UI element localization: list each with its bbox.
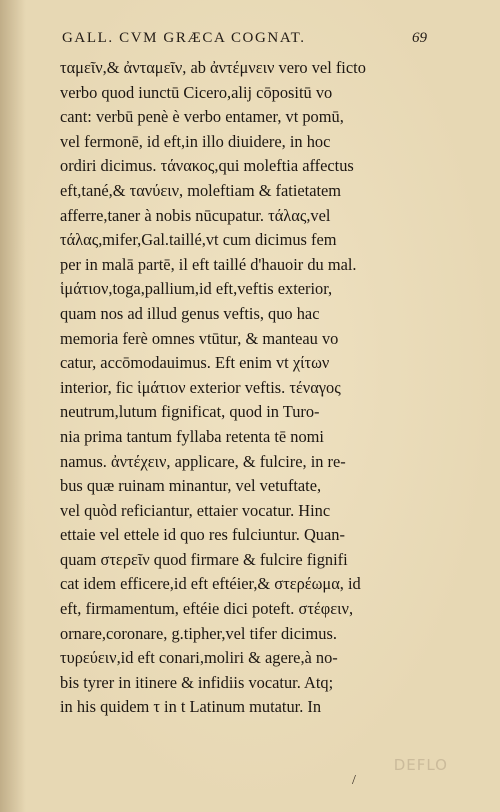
text-line: ταμεῖν,& ἀνταμεῖν, ab ἀντέμνειν vero vel ficto	[60, 58, 366, 77]
text-line: neutrum,lutum fignificat, quod in Turo-	[60, 402, 320, 422]
text-line: vel quòd reficiantur, ettaier vocatur. Hinc	[60, 500, 331, 520]
text-line: quam nos ad illud genus veftis, quo hac	[60, 303, 320, 323]
text-line: per in malā partē, il eft taillé d'hauoir du mal.	[60, 254, 357, 274]
gutter-shadow	[0, 0, 26, 812]
text-line: τυρεύειν,id eft conari,moliri & agere,à no-	[60, 648, 338, 668]
text-line: afferre,taner à nobis nūcupatur. τάλας,vel	[60, 205, 331, 225]
text-line: quam στερεῖν quod firmare & fulcire fignifi	[60, 549, 348, 569]
text-line: ettaie vel ettele id quo res fulciuntur. Quan-	[60, 525, 345, 545]
body-text	[60, 56, 412, 720]
catchword-mark: /	[352, 773, 356, 788]
text-line: catur, accōmodauimus. Eft enim vt χίτων	[60, 353, 330, 373]
text-line: bus quæ ruinam minantur, vel vetuftate,	[60, 476, 322, 496]
bleed-through-text: DEFLO	[393, 756, 448, 774]
text-line: in his quidem τ in t Latinum mutatur. In	[60, 697, 322, 717]
text-line: cat idem efficere,id eft eftéier,& στερέωμα, id	[60, 574, 361, 594]
text-line: cant: verbū penè è verbo entamer, vt pomū,	[60, 107, 344, 127]
text-line: verbo quod iunctū Cicero,alij cōpositū vo	[60, 82, 333, 102]
text-line: ornare,coronare, g.tipher,vel tifer dicimus.	[60, 623, 337, 643]
running-header: GALL. CVM GRÆCA COGNAT.	[62, 30, 306, 46]
text-line: namus. ἀντέχειν, applicare, & fulcire, in re-	[60, 451, 346, 471]
text-line: τάλας,mifer,Gal.taillé,vt cum dicimus fem	[60, 230, 337, 250]
text-line: eft,tané,& τανύειν, moleftiam & fatietatem	[60, 180, 342, 200]
text-line: eft, firmamentum, eftéie dici poteft. στέφειν,	[60, 599, 354, 619]
text-line: vel fermonē, id eft,in illo diuidere, in hoc	[60, 131, 331, 151]
page-number: 69	[412, 30, 427, 46]
text-line: memoria ferè omnes vtūtur, & manteau vo	[60, 328, 339, 348]
text-line: ἱμάτιον,toga,pallium,id eft,veftis exterior,	[60, 279, 333, 299]
text-line: ordiri dicimus. τάνακος,qui moleftia affectus	[60, 156, 354, 176]
text-line: nia prima tantum fyllaba retenta tē nomi	[60, 426, 324, 446]
text-line: interior, fic ἱμάτιον exterior veftis. τέναγος	[60, 377, 341, 397]
text-line: bis tyrer in itinere & infidiis vocatur. Atq;	[60, 672, 334, 692]
